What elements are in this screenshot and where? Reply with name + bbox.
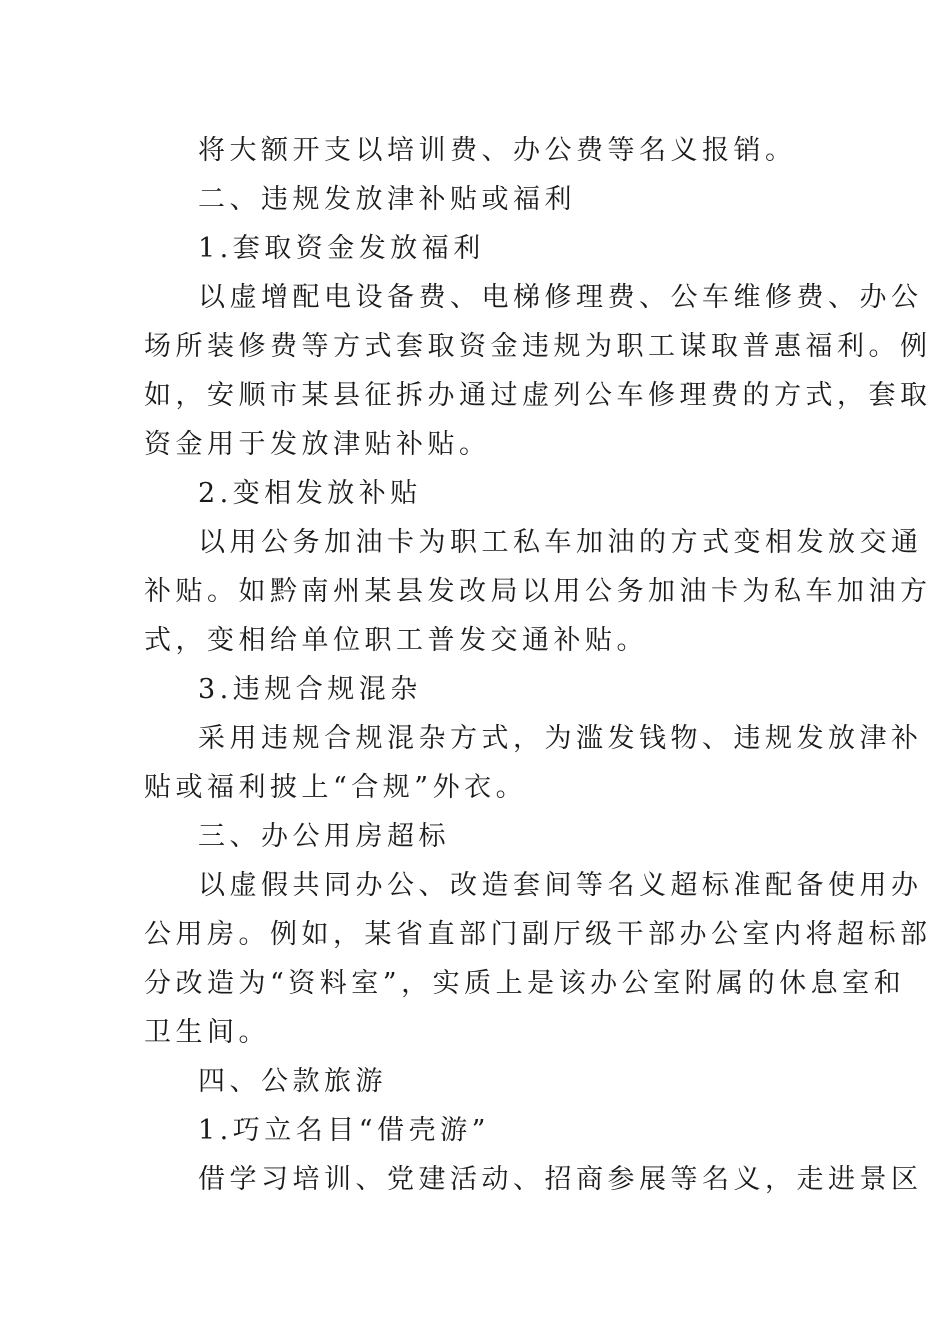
body-text-line: 以虚增配电设备费、电梯修理费、公车维修费、办公 <box>198 282 923 313</box>
subsection-heading: 1.巧立名目“借壳游” <box>198 1115 490 1146</box>
body-text-line: 资金用于发放津贴补贴。 <box>144 429 491 460</box>
body-text-line: 卫生间。 <box>144 1017 270 1048</box>
body-text-line: 将大额开支以培训费、办公费等名义报销。 <box>198 135 797 166</box>
section-heading: 三、办公用房超标 <box>198 821 450 852</box>
subsection-heading: 2.变相发放补贴 <box>198 478 422 509</box>
body-text-line: 场所装修费等方式套取资金违规为职工谋取普惠福利。例 <box>144 331 932 362</box>
subsection-heading: 3.违规合规混杂 <box>198 674 422 705</box>
body-text-line: 式，变相给单位职工普发交通补贴。 <box>144 625 648 656</box>
body-text-line: 借学习培训、党建活动、招商参展等名义，走进景区 <box>198 1164 923 1195</box>
body-text-line: 如，安顺市某县征拆办通过虚列公车修理费的方式，套取 <box>144 380 932 411</box>
body-text-line: 以用公务加油卡为职工私车加油的方式变相发放交通 <box>198 527 923 558</box>
body-text-line: 补贴。如黔南州某县发改局以用公务加油卡为私车加油方 <box>144 576 932 607</box>
section-heading: 四、公款旅游 <box>198 1066 387 1097</box>
subsection-heading: 1.套取资金发放福利 <box>198 233 485 264</box>
body-text-line: 分改造为“资料室”，实质上是该办公室附属的休息室和 <box>144 968 906 999</box>
body-text-line: 公用房。例如，某省直部门副厅级干部办公室内将超标部 <box>144 919 932 950</box>
body-text-line: 采用违规合规混杂方式，为滥发钱物、违规发放津补 <box>198 723 923 754</box>
section-heading: 二、违规发放津补贴或福利 <box>198 184 576 215</box>
body-text-line: 贴或福利披上“合规”外衣。 <box>144 772 528 803</box>
body-text-line: 以虚假共同办公、改造套间等名义超标准配备使用办 <box>198 870 923 901</box>
